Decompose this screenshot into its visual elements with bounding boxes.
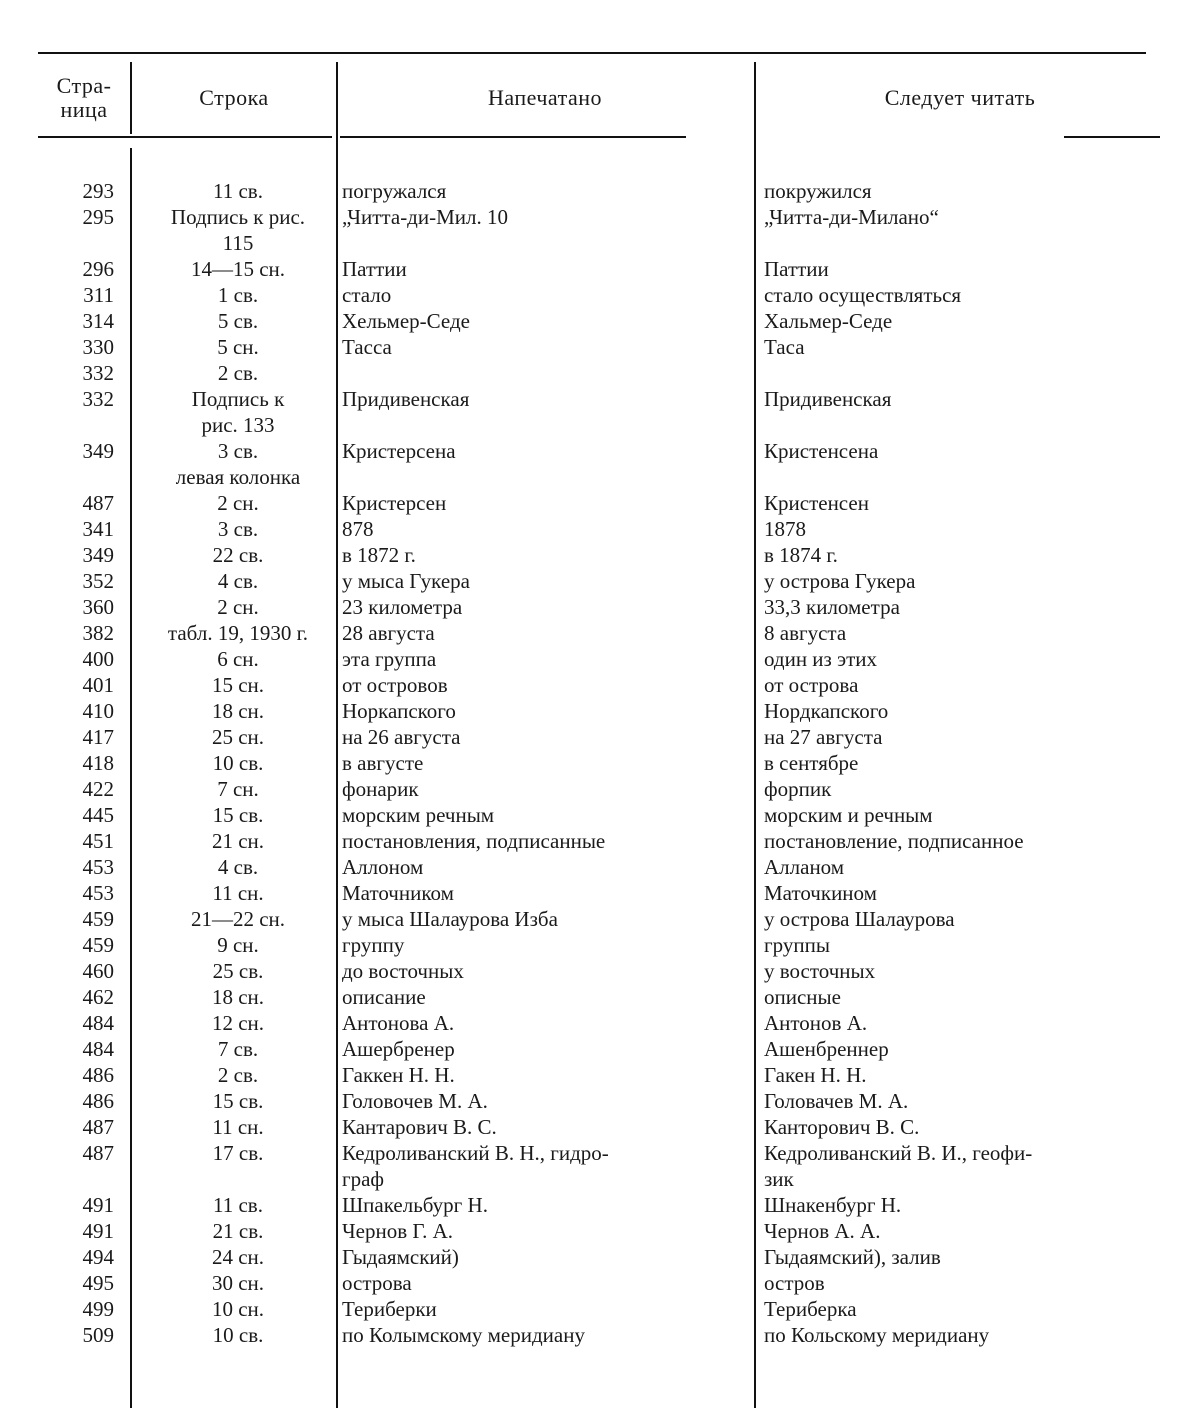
cell-line: 18 сн. bbox=[211, 985, 265, 1009]
cell-page: 495 bbox=[82, 1271, 114, 1295]
cell-page: 410 bbox=[82, 699, 114, 723]
cell-printed: фонарик bbox=[342, 777, 419, 801]
table-row bbox=[0, 1270, 1200, 1296]
table-row bbox=[0, 360, 1200, 386]
header-printed: Напечатано bbox=[487, 85, 603, 110]
cell-line: 10 св. bbox=[212, 751, 264, 775]
table-row bbox=[0, 386, 1200, 438]
cell-page: 459 bbox=[82, 907, 114, 931]
cell-printed: у мыса Шалаурова Изба bbox=[342, 907, 558, 931]
cell-correct: описные bbox=[764, 985, 841, 1009]
cell-correct: покружился bbox=[764, 179, 872, 203]
cell-page: 486 bbox=[82, 1063, 114, 1087]
cell-page: 293 bbox=[82, 179, 114, 203]
cell-printed: острова bbox=[342, 1271, 412, 1295]
cell-correct: 1878 bbox=[764, 517, 806, 541]
cell-line: 4 св. bbox=[217, 855, 259, 879]
table-row bbox=[0, 1010, 1200, 1036]
cell-correct: Кедроливанский В. И., геофи- зик bbox=[764, 1141, 1033, 1191]
table-row bbox=[0, 698, 1200, 724]
cell-line: 11 сн. bbox=[212, 1115, 264, 1139]
cell-correct: Чернов А. А. bbox=[764, 1219, 881, 1243]
cell-printed: Кантарович В. С. bbox=[342, 1115, 497, 1139]
cell-line: 4 св. bbox=[217, 569, 259, 593]
header-page: Стра- ница bbox=[56, 73, 112, 122]
table-row bbox=[0, 1192, 1200, 1218]
cell-printed: 878 bbox=[342, 517, 374, 541]
table-row bbox=[0, 984, 1200, 1010]
table-row bbox=[0, 594, 1200, 620]
cell-page: 487 bbox=[82, 491, 114, 515]
cell-line: 11 св. bbox=[213, 179, 263, 203]
cell-correct: 8 августа bbox=[764, 621, 847, 645]
cell-line: 25 св. bbox=[212, 959, 264, 983]
header-line: Строка bbox=[199, 85, 269, 110]
cell-correct: Антонов А. bbox=[764, 1011, 868, 1035]
cell-correct: Кристенсен bbox=[764, 491, 869, 515]
cell-correct: Паттии bbox=[764, 257, 829, 281]
cell-page: 487 bbox=[82, 1115, 114, 1139]
cell-printed: в 1872 г. bbox=[342, 543, 416, 567]
table-row bbox=[0, 958, 1200, 984]
cell-line: 15 св. bbox=[212, 803, 264, 827]
cell-line: 21 сн. bbox=[211, 829, 265, 853]
cell-line: 5 сн. bbox=[217, 335, 259, 359]
table-row bbox=[0, 516, 1200, 542]
cell-printed: „Читта-ди-Мил. 10 bbox=[342, 205, 508, 229]
table-row bbox=[0, 1244, 1200, 1270]
cell-page: 459 bbox=[82, 933, 114, 957]
header-rule-printed bbox=[340, 136, 686, 138]
cell-printed: по Колымскому меридиану bbox=[342, 1323, 585, 1347]
cell-line: 30 сн. bbox=[211, 1271, 265, 1295]
cell-page: 460 bbox=[82, 959, 114, 983]
cell-correct: Кристенсена bbox=[764, 439, 879, 463]
table-row bbox=[0, 256, 1200, 282]
cell-page: 332 bbox=[82, 387, 114, 411]
cell-page: 330 bbox=[82, 335, 114, 359]
cell-page: 349 bbox=[82, 543, 114, 567]
cell-correct: на 27 августа bbox=[764, 725, 883, 749]
cell-printed: на 26 августа bbox=[342, 725, 461, 749]
table-row bbox=[0, 672, 1200, 698]
cell-correct: один из этих bbox=[764, 647, 878, 671]
cell-correct: Алланом bbox=[764, 855, 845, 879]
table-row bbox=[0, 308, 1200, 334]
cell-line: 12 сн. bbox=[211, 1011, 265, 1035]
cell-correct: „Читта-ди-Милано“ bbox=[764, 205, 939, 229]
cell-printed: Аллоном bbox=[342, 855, 424, 879]
cell-line: 11 св. bbox=[213, 1193, 263, 1217]
cell-printed: описание bbox=[342, 985, 426, 1009]
cell-correct: группы bbox=[764, 933, 830, 957]
table-row bbox=[0, 880, 1200, 906]
table-row bbox=[0, 334, 1200, 360]
cell-line: 2 св. bbox=[217, 361, 259, 385]
cell-correct: морским и речным bbox=[764, 803, 933, 827]
cell-printed: эта группа bbox=[342, 647, 437, 671]
cell-page: 295 bbox=[82, 205, 114, 229]
cell-correct: в сентябре bbox=[764, 751, 859, 775]
cell-correct: Канторович В. С. bbox=[764, 1115, 920, 1139]
table-row bbox=[0, 828, 1200, 854]
cell-line: 17 св. bbox=[212, 1141, 264, 1165]
cell-printed: Хельмер-Седе bbox=[342, 309, 470, 333]
cell-line: 10 св. bbox=[212, 1323, 264, 1347]
cell-line: 21 св. bbox=[212, 1219, 264, 1243]
cell-printed: Ашербренер bbox=[342, 1037, 455, 1061]
table-row bbox=[0, 1218, 1200, 1244]
cell-page: 451 bbox=[82, 829, 114, 853]
cell-correct: Шнакенбург Н. bbox=[764, 1193, 902, 1217]
cell-page: 332 bbox=[82, 361, 114, 385]
cell-correct: в 1874 г. bbox=[764, 543, 838, 567]
cell-page: 422 bbox=[82, 777, 114, 801]
cell-printed: Шпакельбург Н. bbox=[342, 1193, 488, 1217]
cell-page: 314 bbox=[82, 309, 114, 333]
cell-line: 9 сн. bbox=[217, 933, 259, 957]
cell-line: 1 св. bbox=[217, 283, 259, 307]
cell-printed: от островов bbox=[342, 673, 448, 697]
cell-page: 499 bbox=[82, 1297, 114, 1321]
cell-correct: Таса bbox=[764, 335, 805, 359]
cell-printed: группу bbox=[342, 933, 405, 957]
cell-correct: Головачев М. А. bbox=[764, 1089, 909, 1113]
table-row bbox=[0, 802, 1200, 828]
table-row bbox=[0, 1296, 1200, 1322]
cell-correct: Гыдаямский), залив bbox=[764, 1245, 941, 1269]
table-row bbox=[0, 568, 1200, 594]
cell-correct: постановление, подписанное bbox=[764, 829, 1024, 853]
cell-correct: у восточных bbox=[764, 959, 876, 983]
cell-printed: Тасса bbox=[342, 335, 392, 359]
cell-correct: Ашенбреннер bbox=[764, 1037, 889, 1061]
top-rule bbox=[38, 52, 1146, 54]
separator-1-header bbox=[130, 62, 132, 134]
cell-line: 25 сн. bbox=[211, 725, 265, 749]
cell-line: 21—22 сн. bbox=[190, 907, 286, 931]
cell-printed: погружался bbox=[342, 179, 447, 203]
cell-line: 14—15 сн. bbox=[190, 257, 286, 281]
cell-line: 2 св. bbox=[217, 1063, 259, 1087]
cell-correct: у острова Гукера bbox=[764, 569, 916, 593]
cell-page: 494 bbox=[82, 1245, 114, 1269]
cell-printed: в августе bbox=[342, 751, 424, 775]
cell-printed: Териберки bbox=[342, 1297, 437, 1321]
cell-line: 5 св. bbox=[217, 309, 259, 333]
cell-printed: Головочев М. А. bbox=[342, 1089, 488, 1113]
table-row bbox=[0, 282, 1200, 308]
cell-printed: Маточником bbox=[342, 881, 454, 905]
table-row bbox=[0, 1036, 1200, 1062]
cell-printed: Паттии bbox=[342, 257, 407, 281]
cell-line: 22 св. bbox=[212, 543, 264, 567]
table-row bbox=[0, 750, 1200, 776]
cell-page: 484 bbox=[82, 1011, 114, 1035]
cell-page: 296 bbox=[82, 257, 114, 281]
cell-page: 417 bbox=[82, 725, 114, 749]
cell-printed: у мыса Гукера bbox=[342, 569, 470, 593]
table-row bbox=[0, 646, 1200, 672]
table-row bbox=[0, 1088, 1200, 1114]
cell-printed: Норкапского bbox=[342, 699, 456, 723]
cell-printed: Кристерсен bbox=[342, 491, 447, 515]
cell-page: 311 bbox=[83, 283, 114, 307]
cell-correct: у острова Шалаурова bbox=[764, 907, 955, 931]
table-row bbox=[0, 178, 1200, 204]
cell-page: 453 bbox=[82, 881, 114, 905]
cell-line: 3 св. левая колонка bbox=[175, 439, 301, 489]
cell-correct: Придивенская bbox=[764, 387, 892, 411]
cell-line: 15 св. bbox=[212, 1089, 264, 1113]
table-row bbox=[0, 906, 1200, 932]
table-row bbox=[0, 620, 1200, 646]
cell-correct: Гакен Н. Н. bbox=[764, 1063, 867, 1087]
cell-page: 445 bbox=[82, 803, 114, 827]
table-row bbox=[0, 724, 1200, 750]
cell-correct: Хальмер-Седе bbox=[764, 309, 893, 333]
cell-page: 453 bbox=[82, 855, 114, 879]
header-correct: Следует читать bbox=[884, 85, 1036, 110]
cell-correct: Маточкином bbox=[764, 881, 877, 905]
cell-page: 509 bbox=[82, 1323, 114, 1347]
cell-printed: Придивенская bbox=[342, 387, 470, 411]
cell-page: 349 bbox=[82, 439, 114, 463]
cell-correct: форпик bbox=[764, 777, 832, 801]
table-row bbox=[0, 1062, 1200, 1088]
cell-printed: Гыдаямский) bbox=[342, 1245, 459, 1269]
cell-page: 341 bbox=[82, 517, 114, 541]
cell-page: 400 bbox=[82, 647, 114, 671]
table-row bbox=[0, 1114, 1200, 1140]
table-row bbox=[0, 854, 1200, 880]
cell-printed: Антонова А. bbox=[342, 1011, 455, 1035]
cell-correct: 33,3 километра bbox=[764, 595, 900, 619]
table-row bbox=[0, 542, 1200, 568]
cell-correct: Нордкапского bbox=[764, 699, 889, 723]
cell-page: 382 bbox=[82, 621, 114, 645]
cell-printed: до восточных bbox=[342, 959, 464, 983]
cell-page: 486 bbox=[82, 1089, 114, 1113]
cell-line: 6 сн. bbox=[217, 647, 259, 671]
cell-printed: 28 августа bbox=[342, 621, 435, 645]
cell-line: 10 сн. bbox=[211, 1297, 265, 1321]
cell-page: 462 bbox=[82, 985, 114, 1009]
table-row bbox=[0, 438, 1200, 490]
cell-printed: Чернов Г. А. bbox=[342, 1219, 454, 1243]
header-rule-page-line bbox=[38, 136, 332, 138]
header-rule-correct bbox=[1064, 136, 1160, 138]
cell-correct: Териберка bbox=[764, 1297, 857, 1321]
cell-line: 11 сн. bbox=[212, 881, 264, 905]
cell-line: 2 сн. bbox=[217, 491, 259, 515]
cell-printed: морским речным bbox=[342, 803, 495, 827]
cell-correct: от острова bbox=[764, 673, 859, 697]
table-row bbox=[0, 1322, 1200, 1348]
cell-page: 491 bbox=[82, 1219, 114, 1243]
cell-page: 401 bbox=[82, 673, 114, 697]
cell-line: 7 сн. bbox=[217, 777, 259, 801]
table-row bbox=[0, 776, 1200, 802]
cell-page: 418 bbox=[82, 751, 114, 775]
cell-page: 352 bbox=[82, 569, 114, 593]
cell-line: Подпись к рис. 115 bbox=[170, 205, 306, 255]
cell-line: табл. 19, 1930 г. bbox=[167, 621, 309, 645]
cell-page: 484 bbox=[82, 1037, 114, 1061]
cell-correct: остров bbox=[764, 1271, 825, 1295]
cell-printed: Кедроливанский В. Н., гидро- граф bbox=[342, 1141, 609, 1191]
cell-page: 491 bbox=[82, 1193, 114, 1217]
cell-line: 2 сн. bbox=[217, 595, 259, 619]
cell-line: 24 сн. bbox=[211, 1245, 265, 1269]
cell-line: 18 сн. bbox=[211, 699, 265, 723]
cell-line: 7 св. bbox=[217, 1037, 259, 1061]
errata-table-body bbox=[0, 178, 1200, 1348]
table-row bbox=[0, 932, 1200, 958]
cell-correct: по Кольскому меридиану bbox=[764, 1323, 990, 1347]
cell-printed: Кристерсена bbox=[342, 439, 456, 463]
cell-page: 360 bbox=[82, 595, 114, 619]
cell-printed: 23 километра bbox=[342, 595, 463, 619]
table-row bbox=[0, 490, 1200, 516]
cell-line: 3 св. bbox=[217, 517, 259, 541]
cell-correct: стало осуществляться bbox=[764, 283, 962, 307]
cell-printed: стало bbox=[342, 283, 392, 307]
table-row bbox=[0, 1140, 1200, 1192]
table-row bbox=[0, 204, 1200, 256]
cell-line: Подпись к рис. 133 bbox=[191, 387, 285, 437]
cell-line: 15 сн. bbox=[211, 673, 265, 697]
cell-printed: Гаккен Н. Н. bbox=[342, 1063, 455, 1087]
cell-page: 487 bbox=[82, 1141, 114, 1165]
cell-printed: постановления, подписанные bbox=[342, 829, 606, 853]
